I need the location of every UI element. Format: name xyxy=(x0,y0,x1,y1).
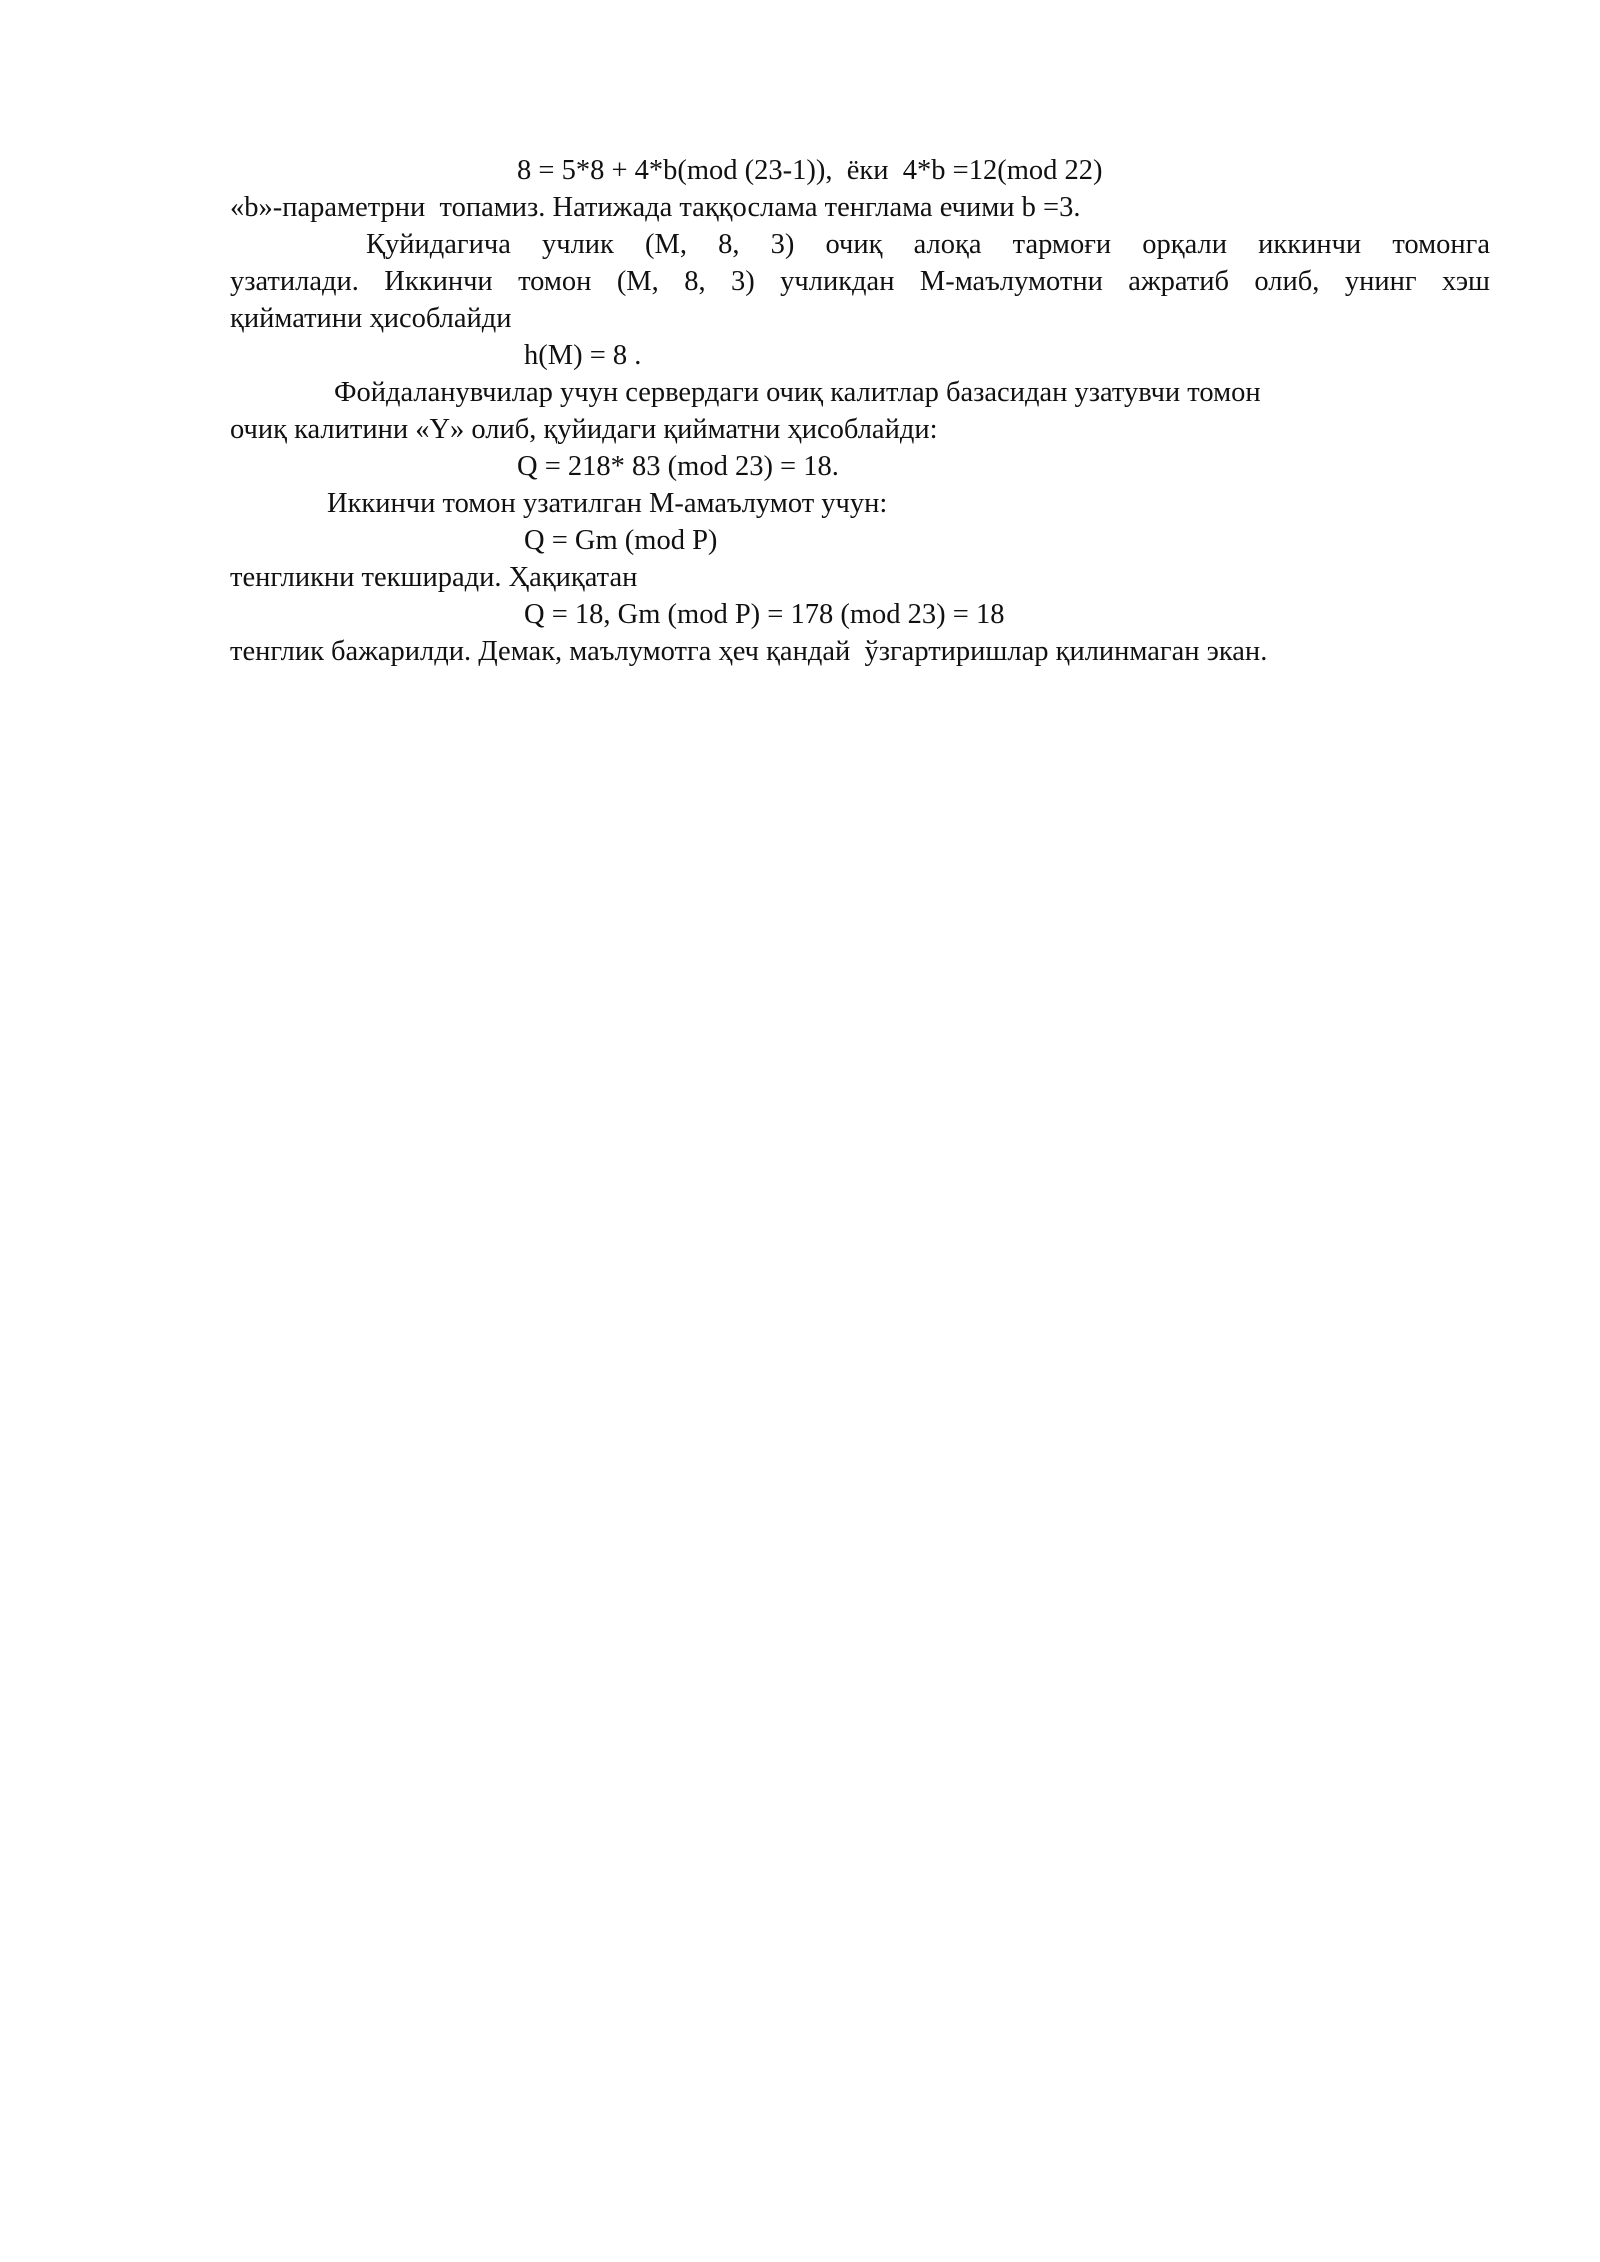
text-line: тенгликни текширади. Ҳақиқатан xyxy=(230,562,638,593)
text-line: «b»-параметрни топамиз. Натижада таққослама тенглама ечими b =3. xyxy=(230,192,1081,223)
formula-line: Q = 218* 83 (mod 23) = 18. xyxy=(517,451,839,482)
text-line: тенглик бажарилди. Демак, маълумотга ҳеч қандай ўзгартиришлар қилинмаган экан. xyxy=(230,636,1268,667)
paragraph-line: Қуйидагича учлик (M, 8, 3) очиқ алоқа тармоғи орқали иккинчи томонга xyxy=(366,229,1490,260)
formula-line: Q = Gm (mod P) xyxy=(524,525,718,556)
text-line: очиқ калитини «Y» олиб, қуйидаги қийматни ҳисоблайди: xyxy=(230,414,938,445)
paragraph-line: Иккинчи томон узатилган M-амаълумот учун: xyxy=(327,488,888,519)
text-line: қийматини ҳисоблайди xyxy=(230,303,512,334)
formula-line: 8 = 5*8 + 4*b(mod (23-1)), ёки 4*b =12(mod 22) xyxy=(517,155,1103,186)
paragraph-line: Фойдаланувчилар учун сервердаги очиқ калитлар базасидан узатувчи томон xyxy=(334,377,1261,408)
formula-line: h(M) = 8 . xyxy=(524,340,642,371)
paragraph-line: узатилади. Иккинчи томон (M, 8, 3) учликдан M-маълумотни ажратиб олиб, унинг хэш xyxy=(230,266,1490,297)
formula-line: Q = 18, Gm (mod P) = 178 (mod 23) = 18 xyxy=(524,599,1005,630)
document-body xyxy=(230,152,1490,670)
